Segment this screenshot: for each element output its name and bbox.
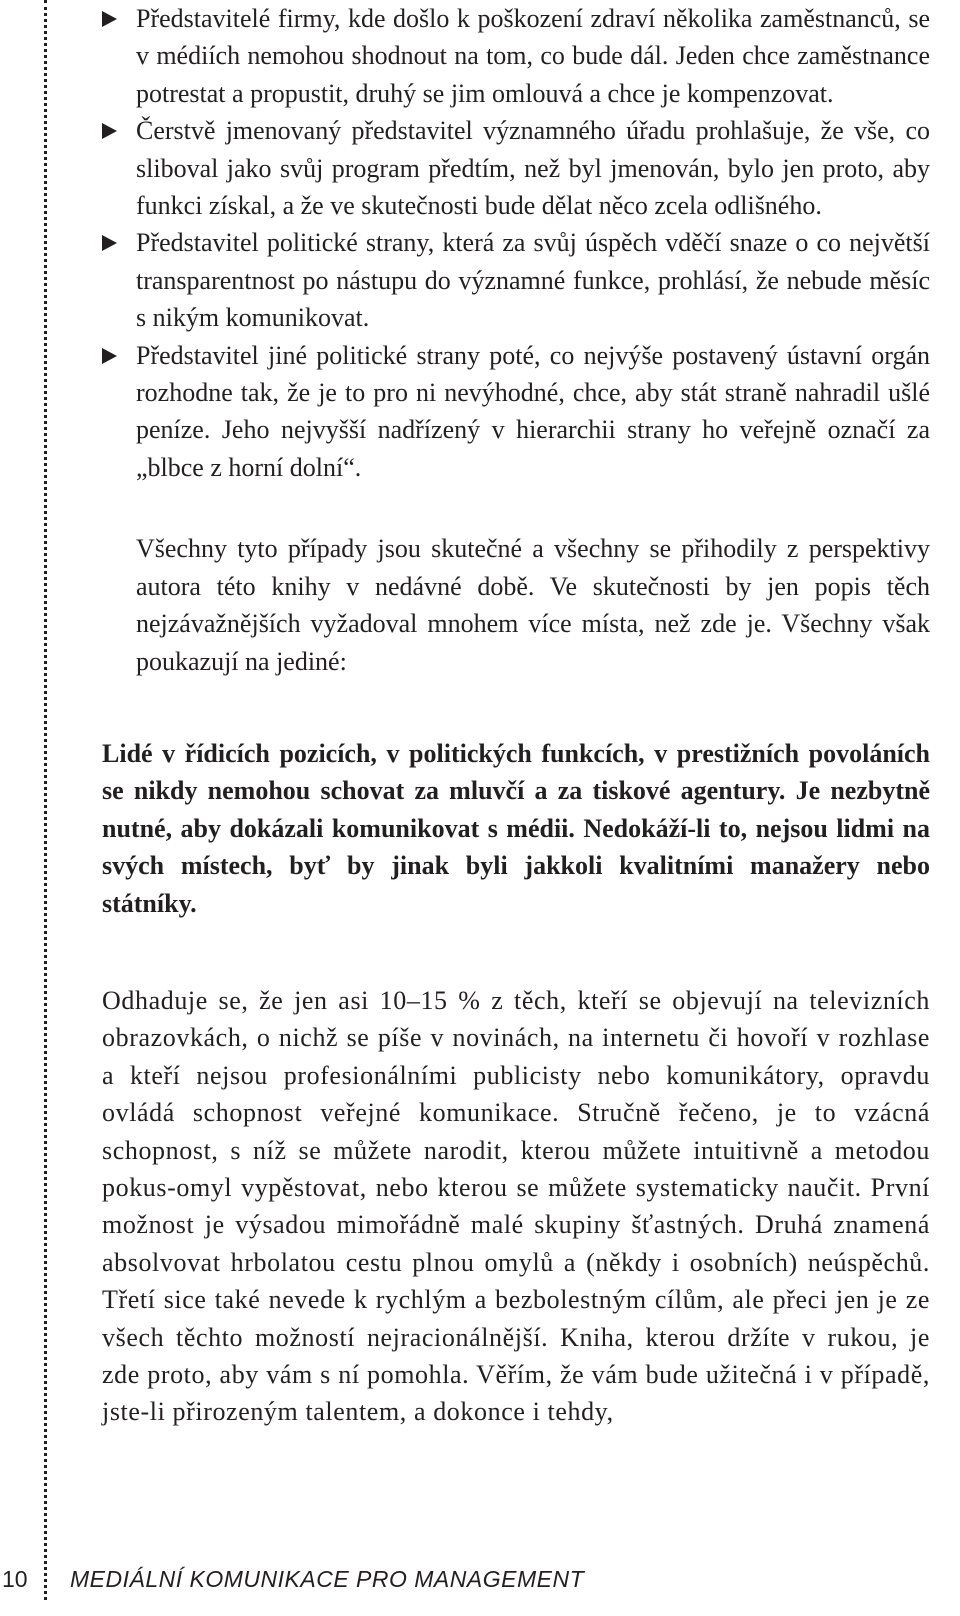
list-item-text: Představitel jiné politické strany poté, co nejvýše postavený ústavní orgán rozhodne tak, že je to pro ni nevýhodné, chce, aby stát straně nahradil ušlé peníze. Jeho nejvyšší nadřízený v hierarchii strany ho veřejně označí za „blbce z horní dolní“. bbox=[136, 340, 930, 482]
list-item bbox=[102, 224, 930, 336]
page-number: 10 bbox=[2, 1566, 28, 1592]
triangle-bullet-icon bbox=[102, 348, 117, 364]
triangle-bullet-icon bbox=[102, 235, 117, 251]
example-list bbox=[102, 0, 930, 486]
paragraph-estimate: Odhaduje se, že jen asi 10–15 % z těch, kteří se objevují na televizních obrazovkách, o nichž se píše v novinách, na internetu či hovoří v rozhlase a kteří nejsou profesionálními publicisty nebo komunikátory, opravdu ovládá schopnost veřejné komunikace. Stručně řečeno, je to vzácná schopnost, s níž se můžete narodit, kterou můžete intuitivně a metodou pokus-omyl vypěstovat, nebo kterou se můžete systematicky naučit. První možnost je výsadou mimořádně malé skupiny šťastných. Druhá znamená absolvovat hrbolatou cestu plnou omylů a (někdy i osobních) neúspěchů. Třetí sice také nevede k rychlým a bezbolestným cílům, ale přeci jen je ze všech těchto možností nejracionálnější. Kniha, kterou držíte v rukou, je zde proto, aby vám s ní pomohla. Věřím, že vám bude užitečná i v případě, jste-li přirozeným talentem, a dokonce i tehdy, bbox=[102, 985, 930, 1427]
list-item-text: Představitel politické strany, která za svůj úspěch vděčí snaze o co největší transparentnost po nástupu do významné funkce, prohlásí, že nebude měsíc s nikým komunikovat. bbox=[136, 228, 930, 333]
page-body bbox=[102, 0, 930, 1431]
list-item bbox=[102, 112, 930, 224]
dotted-margin-rule bbox=[44, 0, 47, 1600]
triangle-bullet-icon bbox=[102, 11, 117, 27]
running-title: MEDIÁLNÍ KOMUNIKACE PRO MANAGEMENT bbox=[70, 1566, 585, 1592]
triangle-bullet-icon bbox=[102, 123, 117, 139]
list-item bbox=[102, 0, 930, 112]
paragraph-highlight: Lidé v řídicích pozicích, v politických funkcích, v prestižních povoláních se nikdy nemohou schovat za mluvčí a za tiskové agentury. Je nezbytně nutné, aby dokázali komunikovat s médii. Nedokáží-li to, nejsou lidmi na svých místech, byť by jinak byli jakkoli kvalitními manažery nebo státníky. bbox=[102, 738, 930, 918]
paragraph-cases: Všechny tyto případy jsou skutečné a všechny se přihodily z perspektivy autora této knihy v nedávné době. Ve skutečnosti by jen popis těch nejzávažnějších vyžadoval mnohem více místa, než zde je. Všechny však poukazují na jediné: bbox=[136, 534, 930, 676]
list-item-text: Představitelé firmy, kde došlo k poškození zdraví několika zaměstnanců, se v médiích nemohou shodnout na tom, co bude dál. Jeden chce zaměstnance potrestat a propustit, druhý se jim omlouvá a chce je kompenzovat. bbox=[136, 4, 930, 108]
list-item bbox=[102, 337, 930, 487]
list-item-text: Čerstvě jmenovaný představitel významného úřadu prohlašuje, že vše, co sliboval jako svůj program předtím, než byl jmenován, bylo jen proto, aby funkci získal, a že ve skutečnosti bude dělat něco zcela odlišného. bbox=[136, 116, 930, 221]
page-footer bbox=[0, 1566, 960, 1606]
